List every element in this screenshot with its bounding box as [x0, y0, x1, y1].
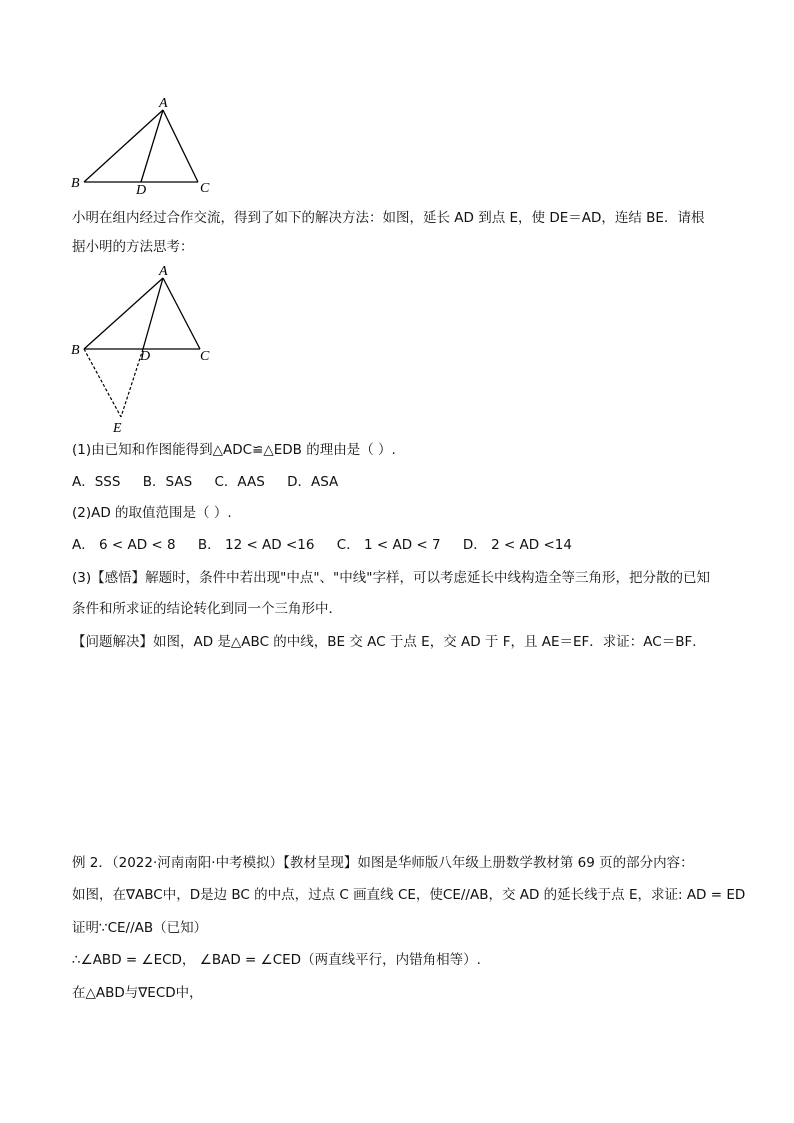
example-2-line-1: 如图，在∇ABC中，D是边 BC 的中点，过点 C 画直线 CE，使CE//AB，交 AD 的延长线于点 E，求证: AD = ED [72, 887, 746, 903]
example-2-line-4: 在△ABD与∇ECD中， [72, 985, 203, 1001]
option: C． 1 < AD < 7 [336, 537, 441, 553]
segment-ab [84, 110, 163, 182]
question-3-cont: 条件和所求证的结论转化到同一个三角形中． [72, 601, 342, 617]
figure-triangle-extended [60, 262, 230, 438]
label-e: E [113, 421, 122, 436]
label-a: A [159, 264, 168, 279]
segment-ac [163, 278, 200, 349]
segment-ab [84, 278, 163, 349]
paragraph-method-cont: 据小明的方法思考： [72, 239, 194, 255]
question-2-options [72, 535, 732, 555]
question-2: (2)AD 的取值范围是（ ）. [72, 505, 232, 521]
problem-solving: 【问题解决】如图，AD 是△ABC 的中线，BE 交 AC 于点 E，交 AD 于 F，且 AE＝EF．求证：AC＝BF． [72, 634, 706, 650]
question-3: (3)【感悟】解题时，条件中若出现"中点"、"中线"字样，可以考虑延长中线构造全等三角形，把分散的已知 [72, 570, 710, 586]
question-1: (1)由已知和作图能得到△ADC≌△EDB 的理由是（ ）. [72, 442, 396, 458]
option: C．AAS [214, 474, 265, 490]
question-1-options [72, 472, 732, 492]
segment-be-dashed [84, 349, 121, 417]
label-a: A [159, 96, 168, 111]
option: D． 2 < AD <14 [462, 537, 572, 553]
paragraph-method: 小明在组内经过合作交流，得到了如下的解决方法：如图，延长 AD 到点 E，使 DE＝AD，连结 BE．请根 [72, 210, 705, 226]
example-2-title: 例 2．（2022·河南南阳·中考模拟）【教材呈现】如图是华师版八年级上册数学教材第 69 页的部分内容： [72, 855, 694, 871]
option: D．ASA [287, 474, 339, 490]
label-d: D [140, 349, 151, 364]
example-2-line-3: ∴∠ABD = ∠ECD， ∠BAD = ∠CED（两直线平行，内错角相等）. [72, 952, 481, 968]
label-c: C [200, 181, 210, 196]
option: A．SSS [72, 474, 121, 490]
example-2-line-2: 证明∵CE//AB（已知） [72, 920, 208, 936]
option: B． 12 < AD <16 [197, 537, 315, 553]
option: B．SAS [142, 474, 193, 490]
segment-ad [143, 278, 163, 349]
figure-triangle-abc [60, 92, 230, 202]
option: A． 6 < AD < 8 [72, 537, 176, 553]
label-d: D [136, 183, 147, 198]
segment-ac [163, 110, 198, 182]
label-b: B [71, 176, 80, 191]
label-b: B [71, 343, 80, 358]
label-c: C [200, 349, 210, 364]
